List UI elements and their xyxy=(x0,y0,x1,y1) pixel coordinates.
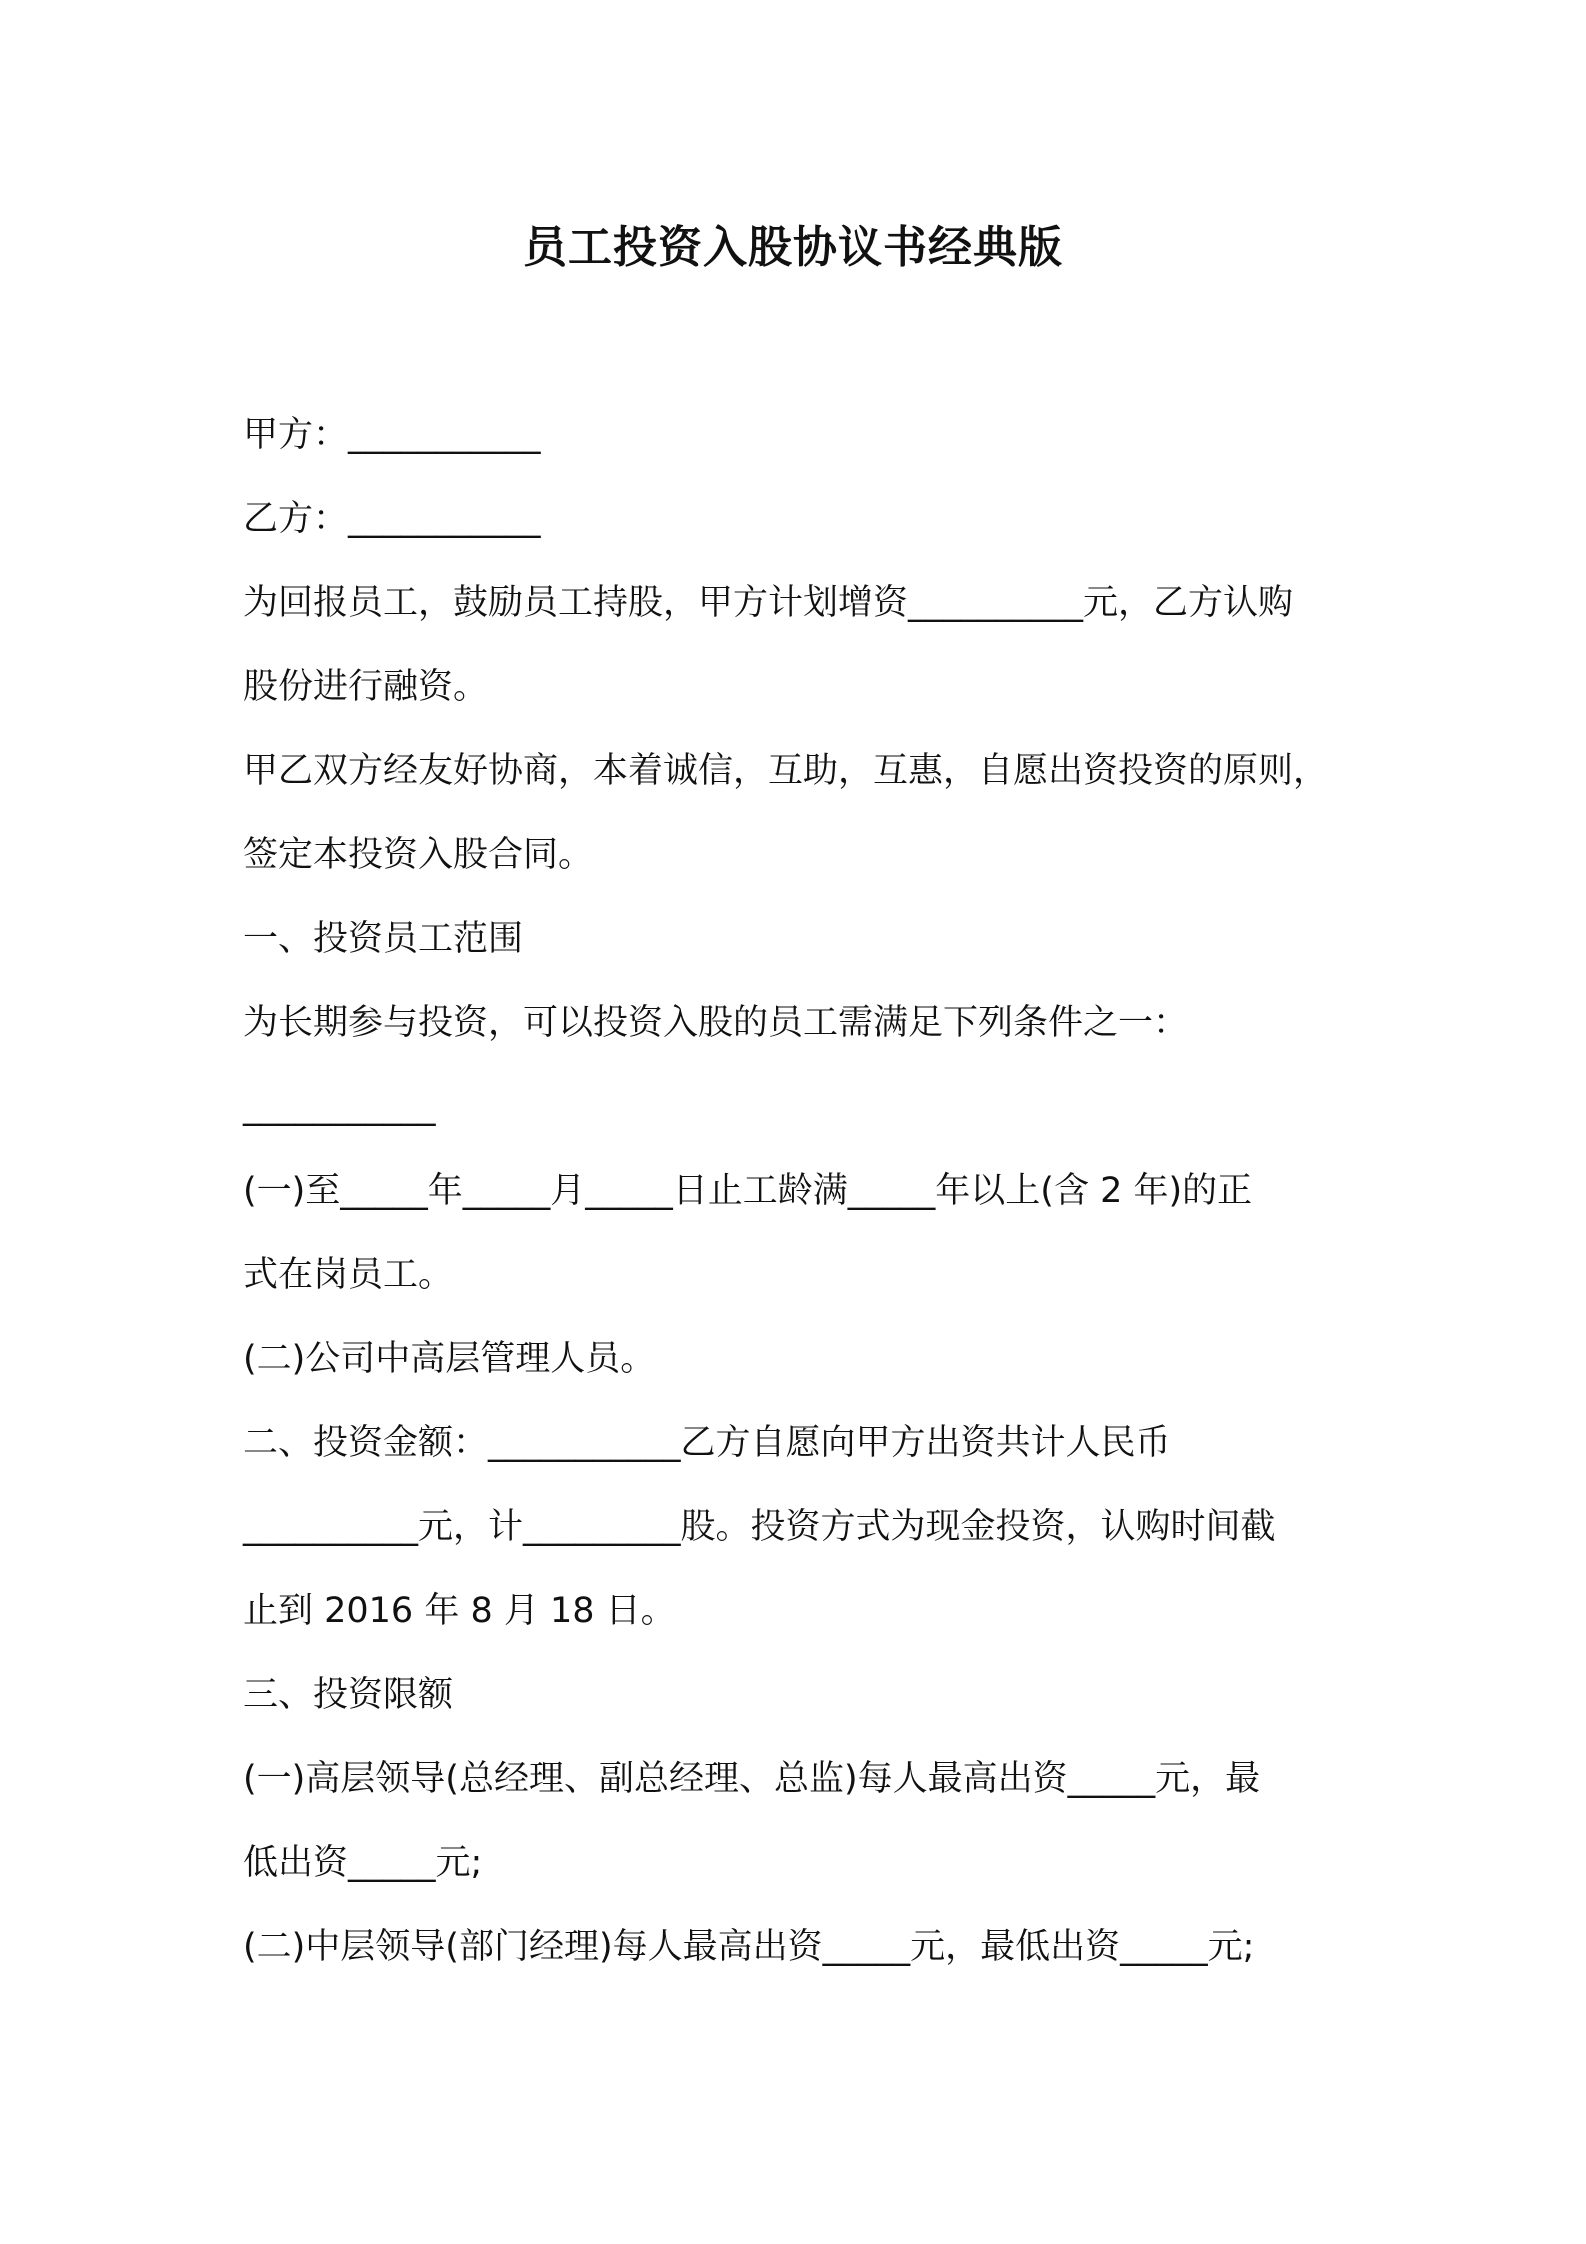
paragraph-line: 为回报员工，鼓励员工持股，甲方计划增资__________元，乙方认购 xyxy=(243,583,1294,623)
document-title: 员工投资入股协议书经典版 xyxy=(523,222,1063,273)
paragraph-line: (一)高层领导(总经理、副总经理、总监)每人最高出资_____元，最 xyxy=(243,1759,1261,1799)
paragraph-line: 式在岗员工。 xyxy=(243,1255,454,1295)
paragraph-line: (一)至_____年_____月_____日止工龄满_____年以上(含 2 年)的正 xyxy=(243,1171,1253,1211)
party-b-line: 乙方：___________ xyxy=(243,499,541,539)
section-heading-3: 三、投资限额 xyxy=(243,1675,454,1715)
paragraph-line: (二)中层领导(部门经理)每人最高出资_____元，最低出资_____元; xyxy=(243,1927,1255,1967)
section-heading-2: 二、投资金额：___________乙方自愿向甲方出资共计人民币 xyxy=(243,1423,1171,1463)
paragraph-line: 低出资_____元; xyxy=(243,1843,483,1883)
party-a-line: 甲方：___________ xyxy=(243,415,541,455)
paragraph-line: (二)公司中高层管理人员。 xyxy=(243,1339,656,1379)
paragraph-line: 止到 2016 年 8 月 18 日。 xyxy=(243,1591,676,1631)
blank-line: ___________ xyxy=(243,1087,436,1127)
paragraph-line: 甲乙双方经友好协商，本着诚信，互助，互惠，自愿出资投资的原则， xyxy=(243,751,1329,791)
paragraph-line: __________元，计_________股。投资方式为现金投资，认购时间截 xyxy=(243,1507,1276,1547)
paragraph-line: 股份进行融资。 xyxy=(243,667,489,707)
paragraph-line: 为长期参与投资，可以投资入股的员工需满足下列条件之一： xyxy=(243,1003,1189,1043)
section-heading-1: 一、投资员工范围 xyxy=(243,919,524,959)
paragraph-line: 签定本投资入股合同。 xyxy=(243,835,594,875)
